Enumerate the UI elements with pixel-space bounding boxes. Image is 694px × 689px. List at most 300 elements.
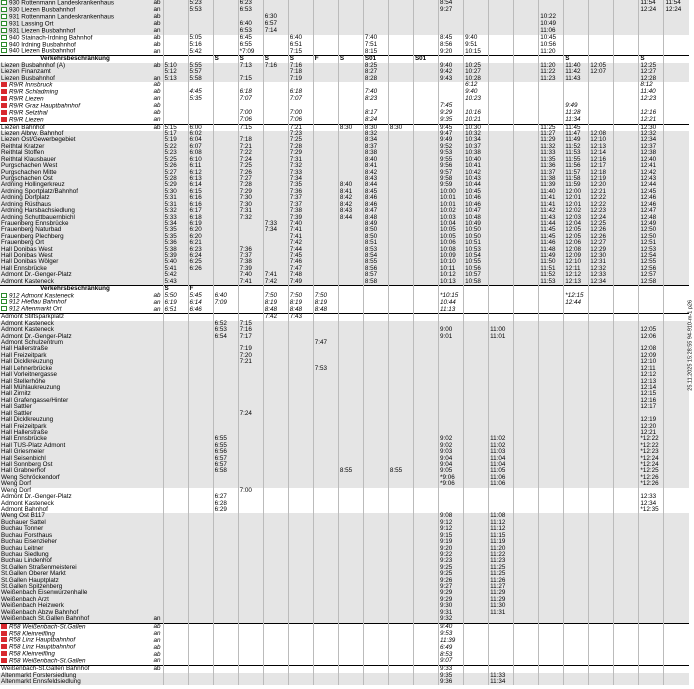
time-cell: 5:23	[163, 150, 188, 156]
time-cell	[213, 14, 238, 21]
time-cell: 6:16	[188, 202, 213, 208]
arr-dep-marker: an	[153, 629, 161, 637]
time-cell: 8:56	[363, 266, 388, 272]
time-cell	[413, 96, 438, 103]
stop-label: 940 Irdning Busbahnhof	[9, 41, 76, 49]
timetable-row	[0, 117, 689, 124]
time-cell: 7:33	[263, 221, 288, 227]
time-cell	[564, 14, 589, 21]
time-cell: 6:04	[188, 137, 213, 143]
time-cell: 11:05	[489, 468, 514, 474]
time-cell: 8:23	[363, 96, 388, 103]
time-cell: 12:46	[639, 195, 664, 201]
time-cell	[388, 286, 413, 293]
time-cell	[413, 286, 438, 293]
time-cell	[589, 117, 614, 124]
arr-dep-marker: ab	[150, 14, 163, 21]
time-cell	[489, 631, 514, 638]
time-cell: 9:33	[439, 666, 464, 673]
time-cell	[514, 666, 539, 673]
time-cell: 12:05	[564, 234, 589, 240]
time-cell: 10:56	[464, 266, 489, 272]
time-cell: 11:45	[539, 227, 564, 233]
time-cell: 7:30	[238, 202, 263, 208]
bus-connection-icon	[1, 35, 7, 40]
time-cell: 5:42	[188, 48, 213, 55]
time-cell: *12:24	[639, 456, 664, 462]
stop-label: Buchau Siedlung	[1, 550, 49, 558]
time-cell	[163, 631, 188, 638]
time-cell	[614, 110, 639, 117]
stop-label: Buchau Lindenhof	[1, 557, 52, 565]
time-cell	[238, 644, 263, 651]
time-cell	[514, 117, 539, 124]
time-cell: 6:53	[238, 7, 263, 14]
time-cell: 11:40	[639, 89, 664, 96]
stop-label: Hall Stellerhöhe	[1, 377, 46, 385]
time-cell	[388, 651, 413, 658]
time-cell: 11:28	[564, 110, 589, 117]
time-cell: 10:58	[464, 279, 489, 286]
stop-label: Hall Hallerstraße	[1, 345, 48, 353]
time-cell: 5:26	[163, 163, 188, 169]
time-cell: 9:02	[439, 436, 464, 442]
time-cell	[388, 56, 413, 63]
time-cell: 7:15	[238, 124, 263, 131]
time-cell	[664, 103, 689, 110]
time-cell: 5:28	[163, 176, 188, 182]
time-cell: 7:00	[288, 110, 313, 117]
arr-dep-marker: an	[153, 115, 161, 123]
time-cell	[564, 658, 589, 665]
bus-connection-icon	[1, 299, 7, 304]
time-cell: 11:32	[539, 144, 564, 150]
time-cell	[614, 124, 639, 131]
time-cell: 12:32	[589, 266, 614, 272]
time-cell	[213, 666, 238, 673]
time-cell: 7:00	[238, 110, 263, 117]
time-cell: 5:41	[163, 266, 188, 272]
time-cell	[514, 651, 539, 658]
time-cell: 10:08	[439, 247, 464, 253]
time-cell: 12:24	[589, 215, 614, 221]
time-cell: 10:22	[539, 14, 564, 21]
stop-label: Buchau Leitner	[1, 544, 44, 552]
time-cell	[489, 103, 514, 110]
time-cell: 6:28	[213, 501, 238, 507]
time-cell: 12:16	[639, 110, 664, 117]
stop-label: Hall Donibas West	[1, 252, 53, 260]
time-cell: 5:35	[163, 227, 188, 233]
time-cell	[163, 35, 188, 42]
time-cell: 5:19	[163, 137, 188, 143]
time-cell: 12:53	[639, 247, 664, 253]
time-cell: 9:12	[439, 526, 464, 532]
time-cell: 6:45	[238, 35, 263, 42]
time-cell: 12:21	[639, 117, 664, 124]
stop-label: Verkehrsbeschränkung	[40, 285, 110, 293]
time-cell: 12:50	[639, 234, 664, 240]
timetable-row	[0, 35, 689, 42]
time-cell: 9:45	[439, 124, 464, 131]
time-cell: 6:53	[213, 327, 238, 333]
time-cell	[413, 623, 438, 630]
time-cell: 11:29	[489, 597, 514, 603]
time-cell: 5:50	[163, 293, 188, 300]
time-cell: S	[338, 56, 363, 63]
time-cell: 5:36	[163, 240, 188, 246]
time-cell	[639, 623, 664, 630]
time-cell	[163, 658, 188, 665]
time-cell: 9:43	[439, 76, 464, 82]
stop-label: Hall Ennsbrücke	[1, 264, 47, 272]
time-cell: 10:56	[539, 42, 564, 49]
time-cell	[664, 299, 689, 306]
time-cell	[614, 658, 639, 665]
time-cell: 6:18	[188, 215, 213, 221]
time-cell	[413, 82, 438, 89]
time-cell	[489, 124, 514, 131]
stop-label: Verkehrsbeschränkung	[40, 55, 110, 63]
time-cell	[514, 7, 539, 14]
time-cell	[363, 644, 388, 651]
time-cell: 9:47	[439, 131, 464, 137]
time-cell	[388, 623, 413, 630]
time-cell	[313, 616, 338, 623]
time-cell: 10:47	[464, 208, 489, 214]
time-cell: 9:35	[439, 673, 464, 679]
time-cell: 8:40	[363, 157, 388, 163]
time-cell	[464, 306, 489, 313]
stop-label: Weißenbach Eisenwurzenhalle	[1, 589, 88, 597]
stop-label: Hall Dicklkreuzung	[1, 358, 54, 366]
stop-label: Hall Zirnitz	[1, 390, 31, 398]
time-cell: 6:57	[263, 21, 288, 28]
time-cell	[313, 314, 338, 321]
time-cell: 5:31	[163, 202, 188, 208]
time-cell	[514, 616, 539, 623]
time-cell: 9:20	[439, 48, 464, 55]
time-cell: 9:15	[439, 533, 464, 539]
time-cell: 11:06	[539, 28, 564, 35]
time-cell	[614, 21, 639, 28]
timetable-row	[0, 666, 689, 673]
time-cell: 12:19	[589, 176, 614, 182]
time-cell: 10:13	[439, 279, 464, 286]
time-cell: 6:19	[163, 299, 188, 306]
time-cell: 5:29	[163, 182, 188, 188]
time-cell: 12:13	[564, 279, 589, 286]
time-cell	[489, 279, 514, 286]
time-cell: 6:56	[213, 449, 238, 455]
time-cell	[664, 631, 689, 638]
time-cell	[489, 651, 514, 658]
time-cell: 8:44	[338, 215, 363, 221]
train-connection-icon	[1, 644, 7, 649]
stop-label: Admont Kasteneck	[1, 499, 54, 507]
time-cell	[163, 96, 188, 103]
time-cell	[589, 658, 614, 665]
time-cell	[263, 644, 288, 651]
time-cell: 10:25	[464, 63, 489, 69]
time-cell	[313, 658, 338, 665]
time-cell: 5:27	[163, 170, 188, 176]
time-cell: 8:17	[363, 110, 388, 117]
time-cell	[614, 299, 639, 306]
time-cell: 11:42	[564, 69, 589, 75]
stop-label: Buchau Tonner	[1, 525, 44, 533]
time-cell	[263, 623, 288, 630]
arr-dep-marker: ab	[150, 124, 163, 131]
time-cell	[238, 616, 263, 623]
time-cell: 8:12	[639, 82, 664, 89]
train-connection-icon	[1, 110, 7, 115]
time-cell: 7:50	[313, 293, 338, 300]
time-cell: 12:22	[589, 195, 614, 201]
time-cell	[213, 279, 238, 286]
timetable-row	[0, 306, 689, 313]
time-cell	[413, 666, 438, 673]
time-cell	[313, 42, 338, 49]
time-cell: 8:48	[313, 306, 338, 313]
time-cell: 10:30	[464, 124, 489, 131]
stop-label: Hall Griesmeier	[1, 448, 45, 456]
time-cell	[163, 21, 188, 28]
stop-label: Admont Dr.-Genger-Platz	[1, 493, 72, 501]
time-cell	[564, 679, 589, 685]
time-cell: 12:14	[639, 385, 664, 391]
time-cell: 11:22	[489, 552, 514, 558]
time-cell	[514, 56, 539, 63]
time-cell	[514, 679, 539, 685]
stop-label: Ardning Sportplatz/Bahnhof	[1, 187, 79, 195]
time-cell: 6:12	[464, 82, 489, 89]
time-cell	[489, 56, 514, 63]
time-cell: 5:34	[163, 221, 188, 227]
time-cell	[589, 286, 614, 293]
time-cell	[589, 7, 614, 14]
timetable-row	[0, 124, 689, 131]
time-cell: 12:46	[639, 202, 664, 208]
time-cell: 5:58	[188, 76, 213, 82]
time-cell: 7:41	[263, 272, 288, 278]
time-cell: 8:42	[338, 202, 363, 208]
stop-label: 930 Rottenmann Landeskrankenhaus	[9, 0, 115, 7]
time-cell: 9:00	[439, 327, 464, 333]
time-cell	[664, 35, 689, 42]
time-cell: 6:23	[188, 247, 213, 253]
bus-connection-icon	[1, 42, 7, 47]
time-cell: 7:35	[288, 182, 313, 188]
time-cell	[188, 637, 213, 644]
train-connection-icon	[1, 96, 7, 101]
stop-label: Hall Hallerstraße	[1, 428, 48, 436]
time-cell: 11:40	[539, 189, 564, 195]
time-cell	[213, 28, 238, 35]
time-cell: 8:58	[363, 279, 388, 286]
time-cell: 6:10	[188, 157, 213, 163]
time-cell: 10:45	[464, 189, 489, 195]
time-cell: 8:57	[363, 272, 388, 278]
arr-dep-marker: an	[150, 7, 163, 14]
time-cell: 6:19	[188, 221, 213, 227]
stop-label: Hall Donibas West	[1, 245, 53, 253]
time-cell	[388, 21, 413, 28]
time-cell: 9:25	[439, 571, 464, 577]
time-cell: 9:56	[439, 163, 464, 169]
time-cell: 10:48	[464, 215, 489, 221]
time-cell: 12:33	[639, 494, 664, 500]
time-cell: 12:30	[639, 124, 664, 131]
time-cell: 5:57	[188, 69, 213, 75]
restriction-header-row	[0, 56, 689, 63]
time-cell	[338, 658, 363, 665]
time-cell: 11:20	[539, 48, 564, 55]
bus-connection-icon	[1, 7, 7, 12]
time-cell: 5:32	[163, 208, 188, 214]
time-cell: 10:23	[464, 96, 489, 103]
time-cell	[589, 299, 614, 306]
time-cell: 11:25	[489, 571, 514, 577]
time-cell	[213, 623, 238, 630]
time-cell	[388, 96, 413, 103]
stop-label: Weißenbach Arzt	[1, 595, 49, 603]
stop-label: Reithtal Kratzer	[1, 142, 45, 150]
stop-label: 912 Hieflau Bahnhof	[9, 298, 67, 306]
time-cell	[489, 110, 514, 117]
arr-dep-marker: an	[153, 298, 161, 306]
time-cell: 11:45	[539, 234, 564, 240]
time-cell	[163, 7, 188, 14]
time-cell	[363, 0, 388, 7]
time-cell	[664, 82, 689, 89]
time-cell: 7:37	[288, 202, 313, 208]
time-cell: 12:08	[639, 346, 664, 352]
time-cell	[489, 306, 514, 313]
time-cell	[514, 82, 539, 89]
stop-label: St.Gallen Straßenmeisterei	[1, 563, 77, 571]
time-cell	[263, 103, 288, 110]
time-cell: 10:16	[464, 110, 489, 117]
time-cell	[614, 631, 639, 638]
time-cell: 7:29	[238, 189, 263, 195]
time-cell: 12:54	[639, 253, 664, 259]
time-cell	[213, 0, 238, 7]
time-cell: 8:25	[363, 63, 388, 69]
time-cell: 10:44	[439, 299, 464, 306]
train-connection-icon	[1, 651, 7, 656]
time-cell	[439, 82, 464, 89]
time-cell	[338, 623, 363, 630]
time-cell	[313, 82, 338, 89]
time-cell: 11:12	[489, 520, 514, 526]
time-cell	[363, 314, 388, 321]
time-cell	[388, 117, 413, 124]
print-footer: 25.11.2025 15:28:55 94-910-m-1 p26	[688, 300, 694, 391]
time-cell: 7:37	[238, 253, 263, 259]
time-cell	[313, 96, 338, 103]
time-cell: 8:32	[363, 131, 388, 137]
time-cell: 7:25	[288, 137, 313, 143]
time-cell	[163, 644, 188, 651]
time-cell	[664, 306, 689, 313]
time-cell	[564, 82, 589, 89]
time-cell	[439, 314, 464, 321]
time-cell: 11:54	[664, 0, 689, 7]
time-cell	[213, 89, 238, 96]
time-cell	[614, 42, 639, 49]
stop-label: Weißenbach Heizwerk	[1, 602, 64, 610]
time-cell	[539, 666, 564, 673]
time-cell: 12:25	[589, 221, 614, 227]
time-cell	[388, 82, 413, 89]
time-cell: 7:17	[238, 334, 263, 340]
time-cell	[514, 96, 539, 103]
time-cell	[614, 103, 639, 110]
time-cell: 12:17	[639, 404, 664, 410]
time-cell	[514, 21, 539, 28]
time-cell	[263, 117, 288, 124]
time-cell: 11:02	[489, 436, 514, 442]
time-cell: 8:47	[363, 208, 388, 214]
time-cell: 10:11	[439, 266, 464, 272]
time-cell: 10:53	[464, 247, 489, 253]
time-cell	[413, 103, 438, 110]
time-cell: 7:31	[238, 208, 263, 214]
time-cell: *9:06	[439, 475, 464, 481]
time-cell	[263, 96, 288, 103]
time-cell	[564, 306, 589, 313]
time-cell: 12:05	[564, 227, 589, 233]
time-cell: 12:22	[589, 202, 614, 208]
time-cell: 9:57	[439, 170, 464, 176]
time-cell	[413, 14, 438, 21]
stop-label: Hall Ennsbrücke	[1, 435, 47, 443]
time-cell: 11:38	[539, 176, 564, 182]
time-cell	[464, 286, 489, 293]
time-cell: 10:28	[464, 76, 489, 82]
timetable-row	[0, 623, 689, 630]
time-cell	[489, 7, 514, 14]
time-cell: 7:38	[238, 259, 263, 265]
time-cell: 10:46	[464, 202, 489, 208]
time-cell	[288, 14, 313, 21]
time-cell: 7:06	[238, 117, 263, 124]
time-cell: 9:20	[439, 546, 464, 552]
stop-label: Hall Sattler	[1, 403, 32, 411]
time-cell	[213, 82, 238, 89]
arr-dep-marker: ab	[153, 109, 161, 116]
time-cell	[163, 651, 188, 658]
time-cell: 11:48	[539, 247, 564, 253]
time-cell: 7:28	[238, 182, 263, 188]
stop-label: Buchau Eisenzieher	[1, 538, 58, 546]
time-cell: 10:41	[464, 163, 489, 169]
stop-label: Hall Dicklkreuzung	[1, 416, 54, 424]
time-cell: 12:21	[639, 430, 664, 436]
time-cell: *9:06	[439, 481, 464, 487]
time-cell: S	[639, 56, 664, 63]
time-cell	[489, 82, 514, 89]
time-cell: 11:34	[564, 117, 589, 124]
time-cell	[514, 314, 539, 321]
time-cell: 9:04	[439, 462, 464, 468]
time-cell	[413, 124, 438, 131]
time-cell: 12:51	[639, 240, 664, 246]
time-cell: 8:19	[263, 299, 288, 306]
time-cell: 8:24	[363, 117, 388, 124]
time-cell	[489, 299, 514, 306]
